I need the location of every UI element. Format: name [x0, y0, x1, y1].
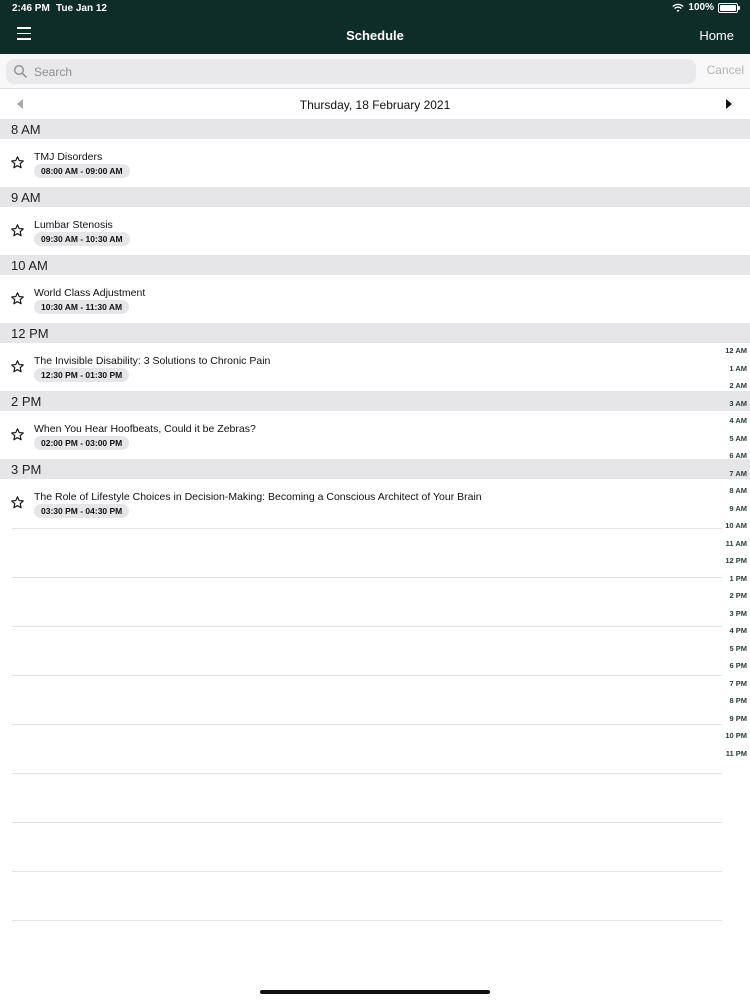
time-index-item[interactable]: 9 AM [729, 503, 747, 513]
next-day-arrow-icon[interactable] [726, 99, 732, 109]
schedule-list [0, 119, 750, 527]
hour-label: 2 PM [11, 394, 42, 409]
empty-row [12, 528, 722, 577]
favorite-star-icon[interactable] [10, 495, 25, 510]
cancel-button[interactable]: Cancel [706, 63, 744, 77]
time-index-item[interactable]: 4 PM [729, 626, 747, 635]
session-time-badge: 08:00 AM - 09:00 AM [34, 164, 130, 178]
time-index-item[interactable]: 5 PM [729, 643, 747, 653]
time-index-item[interactable]: 7 PM [729, 678, 747, 688]
empty-row [12, 626, 722, 675]
session-time-badge: 09:30 AM - 10:30 AM [34, 232, 130, 246]
status-indicators [672, 2, 738, 13]
empty-row [12, 724, 722, 773]
session-row[interactable] [0, 411, 750, 459]
empty-row [12, 920, 722, 969]
session-time-badge: 02:00 PM - 03:00 PM [34, 436, 129, 450]
search-field[interactable] [6, 59, 696, 84]
time-index-item[interactable]: 6 PM [729, 661, 747, 670]
session-title: World Class Adjustment [34, 287, 146, 299]
battery-percentage: 100% [688, 2, 714, 13]
session-title: Lumbar Stenosis [34, 219, 113, 231]
time-index-item[interactable]: 6 AM [729, 451, 747, 460]
session-row[interactable] [0, 207, 750, 255]
hour-section-header [0, 187, 750, 207]
session-time-badge: 03:30 PM - 04:30 PM [34, 504, 129, 518]
session-title: When You Hear Hoofbeats, Could it be Zebras? [34, 423, 256, 435]
session-title: TMJ Disorders [34, 151, 103, 163]
time-index-item[interactable]: 10 AM [725, 521, 747, 530]
hour-section-header [0, 323, 750, 343]
favorite-star-icon[interactable] [10, 359, 25, 374]
favorite-star-icon[interactable] [10, 291, 25, 306]
session-title: The Role of Lifestyle Choices in Decision-Making: Becoming a Conscious Architect of Your Brain [34, 491, 482, 503]
time-index-item[interactable]: 1 AM [729, 363, 747, 373]
session-row[interactable] [0, 479, 750, 527]
time-index-item[interactable]: 3 AM [729, 398, 747, 408]
time-index-item[interactable]: 3 PM [729, 608, 747, 618]
hour-section-header [0, 119, 750, 139]
time-index-item[interactable]: 9 PM [729, 713, 747, 723]
empty-row [12, 822, 722, 871]
session-time-badge: 12:30 PM - 01:30 PM [34, 368, 129, 382]
status-date: Tue Jan 12 [56, 3, 107, 14]
empty-row [12, 577, 722, 626]
time-index-item[interactable]: 4 AM [729, 416, 747, 425]
time-index-item[interactable]: 12 PM [725, 556, 747, 565]
status-time: 2:46 PM [12, 3, 50, 14]
hour-section-header [0, 255, 750, 275]
time-index-item[interactable]: 2 PM [729, 591, 747, 600]
time-index [717, 345, 747, 765]
hour-label: 8 AM [11, 122, 41, 137]
hour-label: 9 AM [11, 190, 41, 205]
time-index-item[interactable]: 11 AM [725, 538, 747, 548]
session-row[interactable] [0, 275, 750, 323]
time-index-item[interactable]: 5 AM [729, 433, 747, 443]
empty-row [12, 773, 722, 822]
hour-label: 3 PM [11, 462, 42, 477]
search-icon [13, 64, 28, 79]
search-bar [0, 54, 750, 89]
time-index-item[interactable]: 12 AM [725, 346, 747, 355]
empty-schedule-rows [12, 528, 722, 969]
time-index-item[interactable]: 2 AM [729, 381, 747, 390]
current-date: Thursday, 18 February 2021 [299, 98, 451, 112]
hour-section-header [0, 391, 750, 411]
empty-row [12, 675, 722, 724]
session-time-badge: 10:30 AM - 11:30 AM [34, 300, 129, 314]
app-header [0, 0, 750, 54]
time-index-item[interactable]: 8 AM [729, 486, 747, 495]
favorite-star-icon[interactable] [10, 427, 25, 442]
hour-label: 12 PM [11, 326, 49, 341]
session-row[interactable] [0, 343, 750, 391]
favorite-star-icon[interactable] [10, 155, 25, 170]
empty-row [12, 871, 722, 920]
time-index-item[interactable]: 11 PM [725, 748, 747, 758]
date-navigator [0, 89, 750, 119]
session-title: The Invisible Disability: 3 Solutions to Chronic Pain [34, 355, 271, 367]
time-index-item[interactable]: 10 PM [725, 731, 747, 740]
hour-section-header [0, 459, 750, 479]
wifi-icon [672, 3, 684, 13]
time-index-item[interactable]: 1 PM [729, 573, 747, 583]
home-indicator[interactable] [260, 990, 490, 994]
page-title: Schedule [346, 28, 404, 43]
time-index-item[interactable]: 8 PM [729, 696, 747, 705]
session-row[interactable] [0, 139, 750, 187]
search-input[interactable] [34, 63, 674, 81]
hour-label: 10 AM [11, 258, 48, 273]
time-index-item[interactable]: 7 AM [729, 468, 747, 478]
battery-icon [718, 3, 738, 13]
home-button[interactable]: Home [699, 28, 734, 43]
favorite-star-icon[interactable] [10, 223, 25, 238]
